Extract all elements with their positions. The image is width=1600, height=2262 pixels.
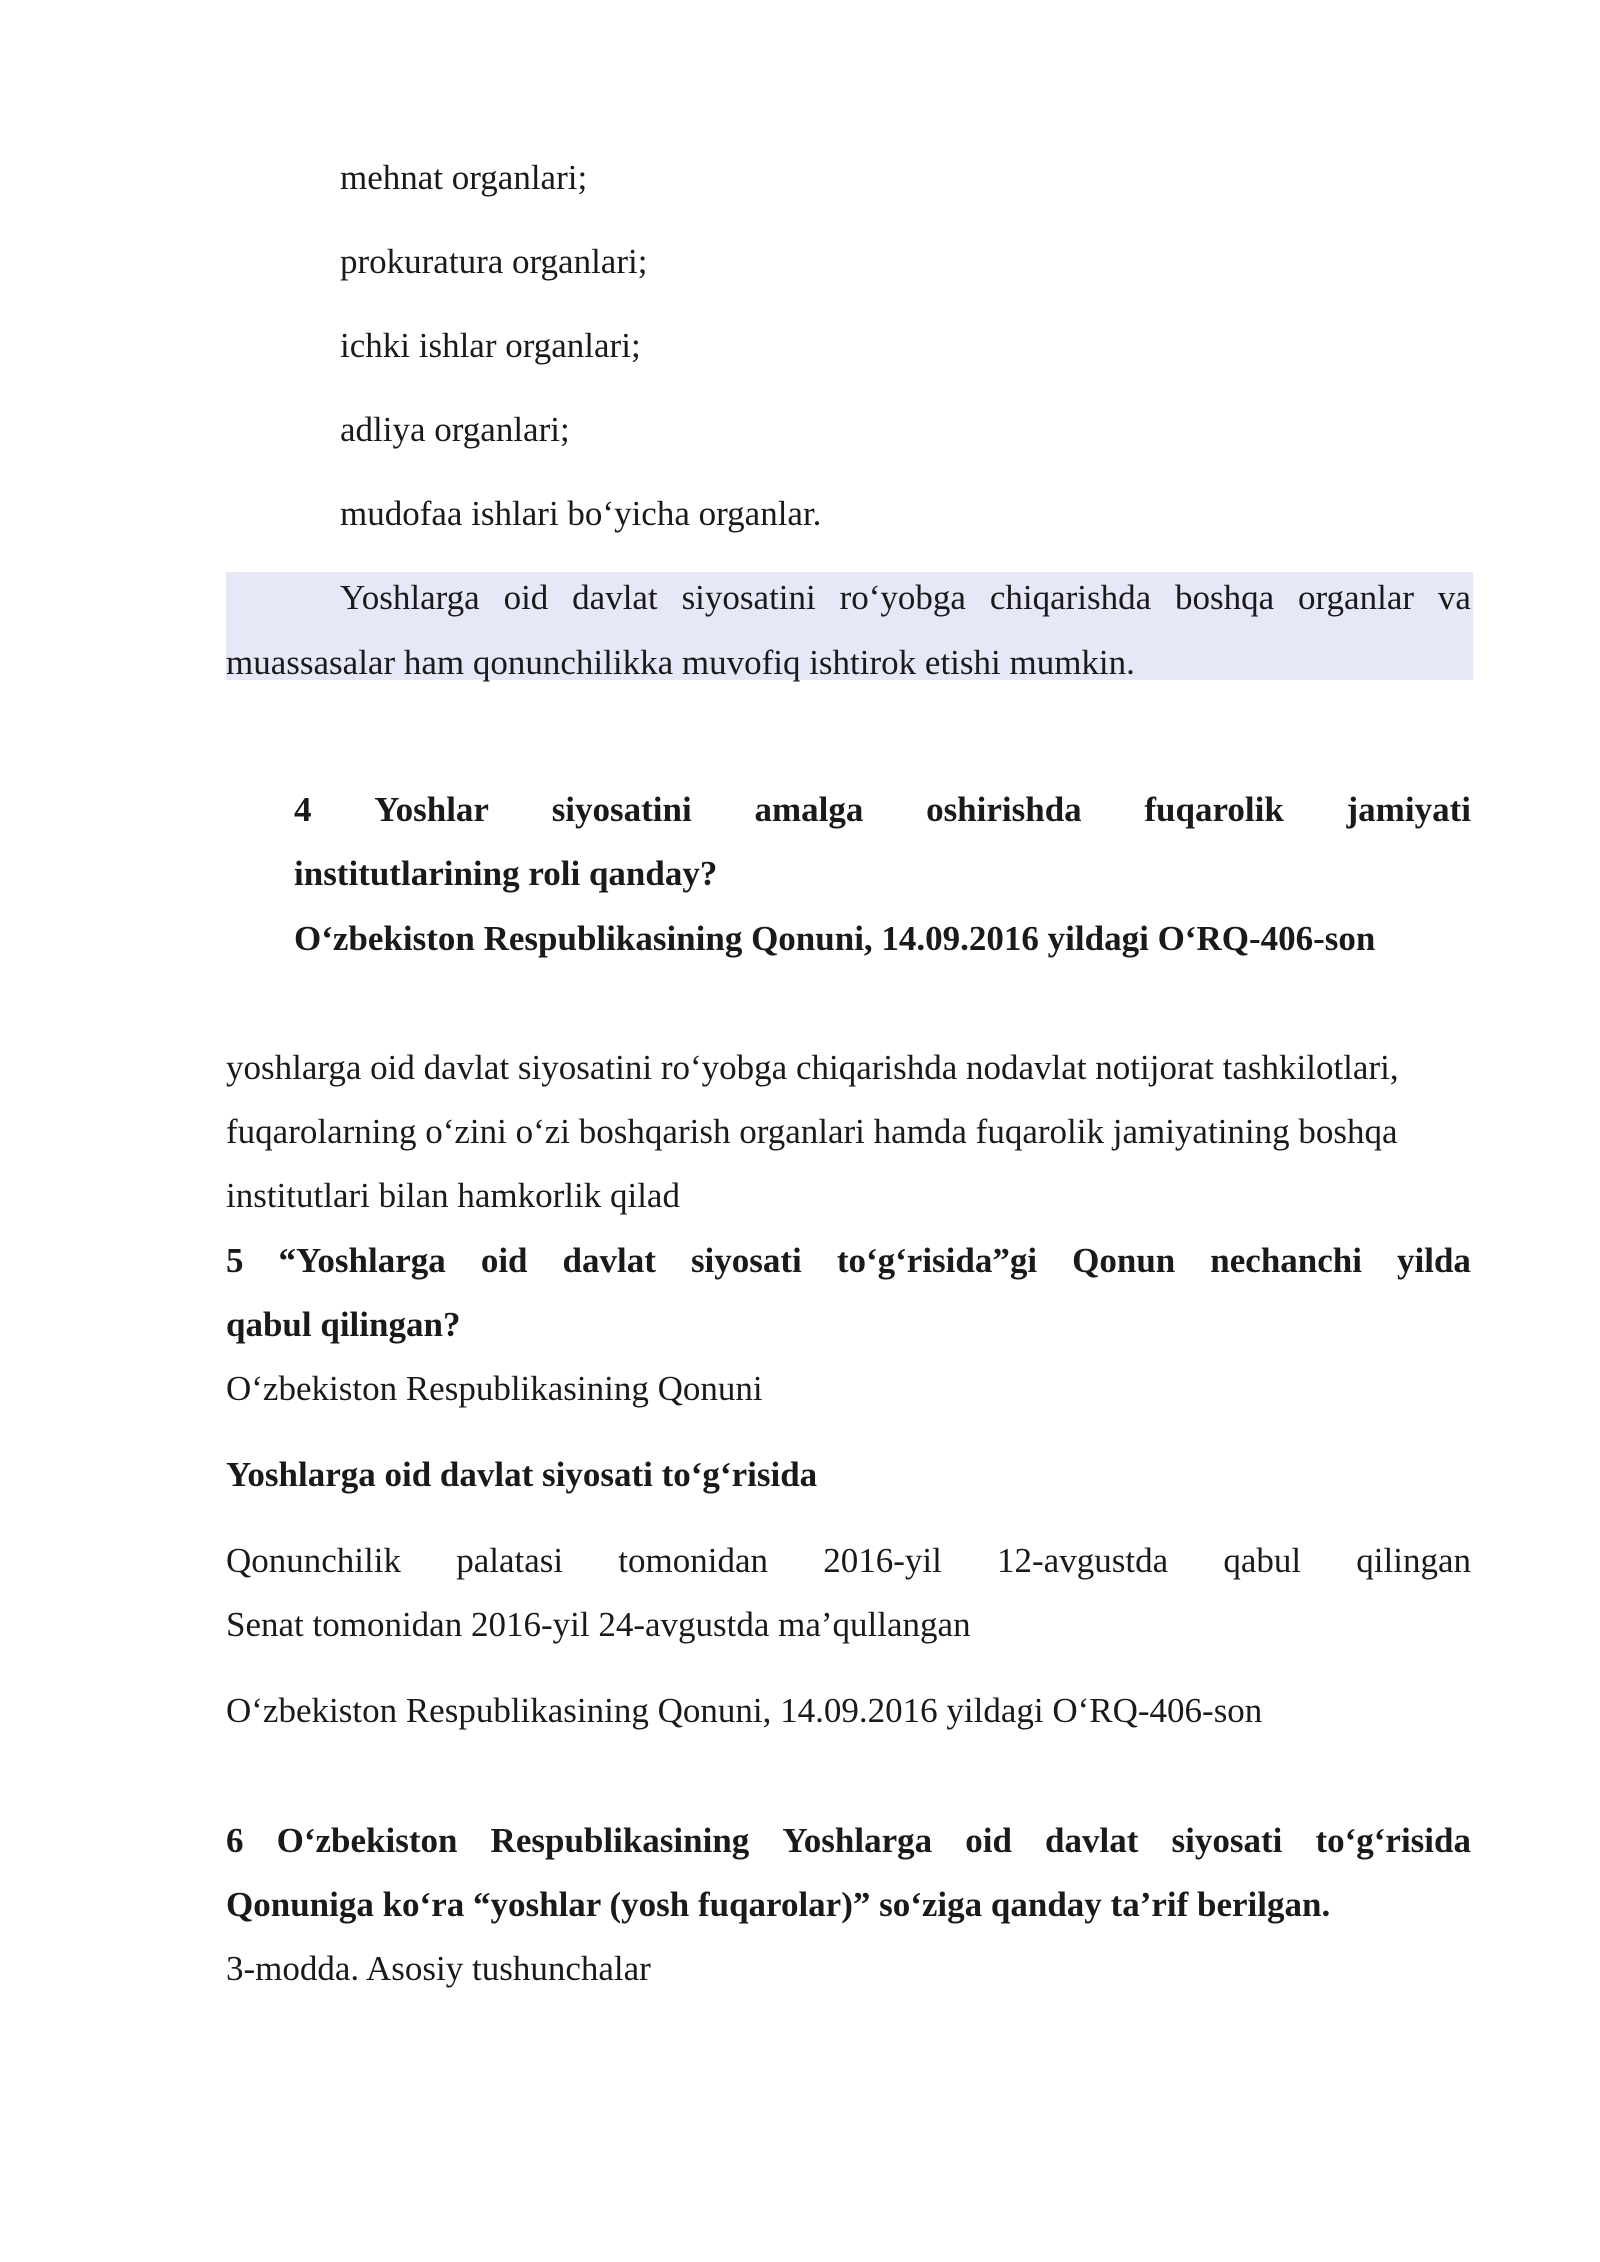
- word: oshirishda: [926, 790, 1082, 829]
- word: palatasi: [456, 1541, 564, 1580]
- list-item: ichki ishlar organlari;: [340, 326, 641, 365]
- word: davlat: [562, 1241, 656, 1280]
- paragraph-line: [340, 580, 1471, 615]
- law-title-plain: O‘zbekiston Respublikasining Qonuni: [226, 1369, 763, 1408]
- question-6-heading-line2: Qonuniga ko‘ra “yoshlar (yosh fuqarolar)” so‘ziga qanday ta’rif berilgan.: [226, 1885, 1331, 1924]
- question-5-heading: [226, 1243, 1471, 1278]
- word: nechanchi: [1210, 1241, 1362, 1280]
- answer-line: institutlari bilan hamkorlik qilad: [226, 1176, 680, 1215]
- word: Respublikasining: [490, 1821, 750, 1860]
- word: siyosati: [690, 1241, 802, 1280]
- word: boshqa: [1175, 578, 1275, 617]
- answer-line: fuqarolarning o‘zini o‘zi boshqarish organlari hamda fuqarolik jamiyatining boshqa: [226, 1112, 1398, 1151]
- law-title-bold: Yoshlarga oid davlat siyosati to‘g‘risida: [226, 1455, 818, 1494]
- word: oid: [503, 578, 549, 617]
- word: Yoshlarga: [340, 578, 480, 617]
- question-6-heading: [226, 1823, 1471, 1858]
- paragraph-line: muassasalar ham qonunchilikka muvofiq ishtirok etishi mumkin.: [226, 643, 1135, 682]
- word: O‘zbekiston: [276, 1821, 458, 1860]
- word: jamiyati: [1346, 790, 1471, 829]
- word: 2016-yil: [823, 1541, 942, 1580]
- article-title: 3-modda. Asosiy tushunchalar: [226, 1949, 651, 1988]
- word: qabul: [1223, 1541, 1302, 1580]
- question-4-source: O‘zbekiston Respublikasining Qonuni, 14.09.2016 yildagi O‘RQ-406-son: [294, 919, 1376, 958]
- word: fuqarolik: [1144, 790, 1284, 829]
- word: siyosati: [1171, 1821, 1283, 1860]
- list-item: prokuratura organlari;: [340, 242, 648, 281]
- word: davlat: [1045, 1821, 1139, 1860]
- word: Yoshlarga: [782, 1821, 933, 1860]
- word: Yoshlar: [374, 790, 489, 829]
- list-item: mudofaa ishlari bo‘yicha organlar.: [340, 494, 822, 533]
- word: Qonunchilik: [226, 1541, 401, 1580]
- word: ro‘yobga: [839, 578, 966, 617]
- answer-line: yoshlarga oid davlat siyosatini ro‘yobga chiqarishda nodavlat notijorat tashkilotlari,: [226, 1048, 1399, 1087]
- question-number: 6: [226, 1821, 244, 1860]
- word: qilingan: [1356, 1541, 1471, 1580]
- word: oid: [965, 1821, 1012, 1860]
- question-4-heading-line2: institutlarining roli qanday?: [294, 854, 718, 893]
- word: 12-avgustda: [997, 1541, 1169, 1580]
- list-item: mehnat organlari;: [340, 158, 588, 197]
- word: chiqarishda: [989, 578, 1152, 617]
- word: organlar: [1298, 578, 1415, 617]
- question-number: 5: [226, 1241, 244, 1280]
- word: va: [1437, 578, 1471, 617]
- question-5-heading-line2: qabul qilingan?: [226, 1305, 461, 1344]
- list-item: adliya organlari;: [340, 410, 570, 449]
- word: yilda: [1397, 1241, 1471, 1280]
- adoption-line: [226, 1543, 1471, 1578]
- word: siyosatini: [681, 578, 816, 617]
- word: Qonun: [1072, 1241, 1176, 1280]
- word: to‘g‘risida”gi: [836, 1241, 1038, 1280]
- question-5-source: O‘zbekiston Respublikasining Qonuni, 14.09.2016 yildagi O‘RQ-406-son: [226, 1691, 1263, 1730]
- word: “Yoshlarga: [278, 1241, 446, 1280]
- word: amalga: [754, 790, 864, 829]
- question-4-heading: [294, 792, 1471, 827]
- word: oid: [480, 1241, 528, 1280]
- word: davlat: [572, 578, 658, 617]
- word: tomonidan: [618, 1541, 769, 1580]
- word: siyosatini: [551, 790, 692, 829]
- adoption-line: Senat tomonidan 2016-yil 24-avgustda ma’qullangan: [226, 1605, 971, 1644]
- question-number: 4: [294, 790, 312, 829]
- word: to‘g‘risida: [1315, 1821, 1471, 1860]
